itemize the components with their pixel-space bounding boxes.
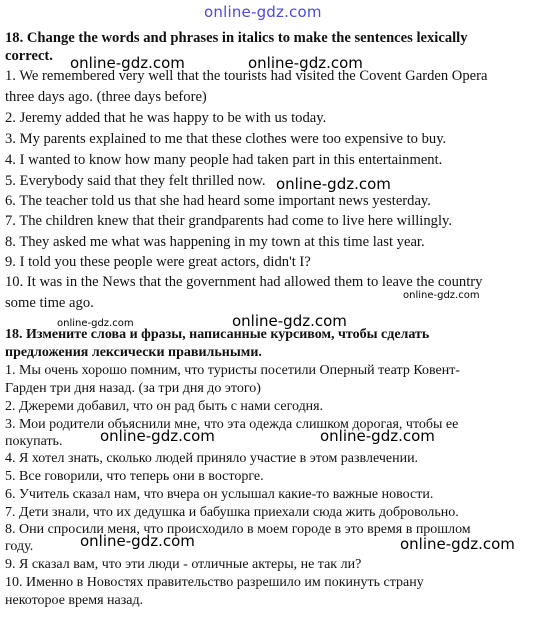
english-line: 2. Jeremy added that he was happy to be with us today. <box>5 110 327 126</box>
english-line: 6. The teacher told us that she had heard some important news yesterday. <box>5 193 431 209</box>
english-title-line1: 18. Change the words and phrases in italics to make the sentences lexically <box>5 30 468 46</box>
english-line: three days ago. (three days before) <box>5 89 207 105</box>
watermark-mark: online-gdz.com <box>100 427 215 445</box>
russian-line: 5. Все говорили, что теперь они в восторге. <box>5 469 264 484</box>
russian-line: 4. Я хотел знать, сколько людей приняло участие в этом развлечении. <box>5 451 419 466</box>
russian-line: 1. Мы очень хорошо помним, что туристы посетили Оперный театр Ковент- <box>5 363 460 378</box>
russian-line: 3. Мои родители объяснили мне, что эта одежда слишком дорогая, чтобы ее <box>5 417 459 432</box>
russian-line: 8. Они спросили меня, что происходило в моем городе в это время в прошлом <box>5 522 471 537</box>
watermark-mark: online-gdz.com <box>70 54 185 72</box>
english-line: 8. They asked me what was happening in my town at this time last year. <box>5 234 425 250</box>
russian-line: некоторое время назад. <box>5 593 144 608</box>
russian-line: Гарден три дня назад. (за три дня до этого) <box>5 381 261 396</box>
english-line: 7. The children knew that their grandparents had come to live here willingly. <box>5 213 452 229</box>
watermark-mark: online-gdz.com <box>276 175 391 193</box>
watermark-mark: online-gdz.com <box>80 532 195 550</box>
english-line: 10. It was in the News that the government had allowed them to leave the country <box>5 274 483 290</box>
english-line: some time ago. <box>5 295 94 311</box>
russian-line: 10. Именно в Новостях правительство разрешило им покинуть страну <box>5 575 424 590</box>
english-title-line2: correct. <box>5 48 53 64</box>
russian-title-line2: предложения лексически правильными. <box>5 345 262 360</box>
english-line: 3. My parents explained to me that these clothes were too expensive to buy. <box>5 131 447 147</box>
english-line: 1. We remembered very well that the tourists had visited the Covent Garden Opera <box>5 68 488 84</box>
russian-title-line1: 18. Измените слова и фразы, написанные курсивом, чтобы сделать <box>5 327 430 342</box>
russian-line: 9. Я сказал вам, что эти люди - отличные актеры, не так ли? <box>5 557 362 572</box>
english-line: 9. I told you these people were great actors, didn't I? <box>5 254 311 270</box>
english-line: 5. Everybody said that they felt thrilled now. <box>5 173 266 189</box>
russian-line: году. <box>5 539 34 554</box>
russian-line: 2. Джереми добавил, что он рад быть с нами сегодня. <box>5 399 324 414</box>
watermark-mark: online-gdz.com <box>248 54 363 72</box>
watermark-top: online-gdz.com <box>204 3 322 21</box>
watermark-mark: online-gdz.com <box>232 312 347 330</box>
russian-line: 7. Дети знали, что их дедушка и бабушка приехали сюда жить добровольно. <box>5 505 459 520</box>
watermark-mark: online-gdz.com <box>403 290 480 301</box>
watermark-mark: online-gdz.com <box>320 427 435 445</box>
russian-line: 6. Учитель сказал нам, что вчера он услышал какие-то важные новости. <box>5 487 434 502</box>
russian-line: покупать. <box>5 434 63 449</box>
watermark-mark: online-gdz.com <box>57 318 134 329</box>
watermark-mark: online-gdz.com <box>400 535 515 553</box>
english-line: 4. I wanted to know how many people had taken part in this entertainment. <box>5 152 443 168</box>
